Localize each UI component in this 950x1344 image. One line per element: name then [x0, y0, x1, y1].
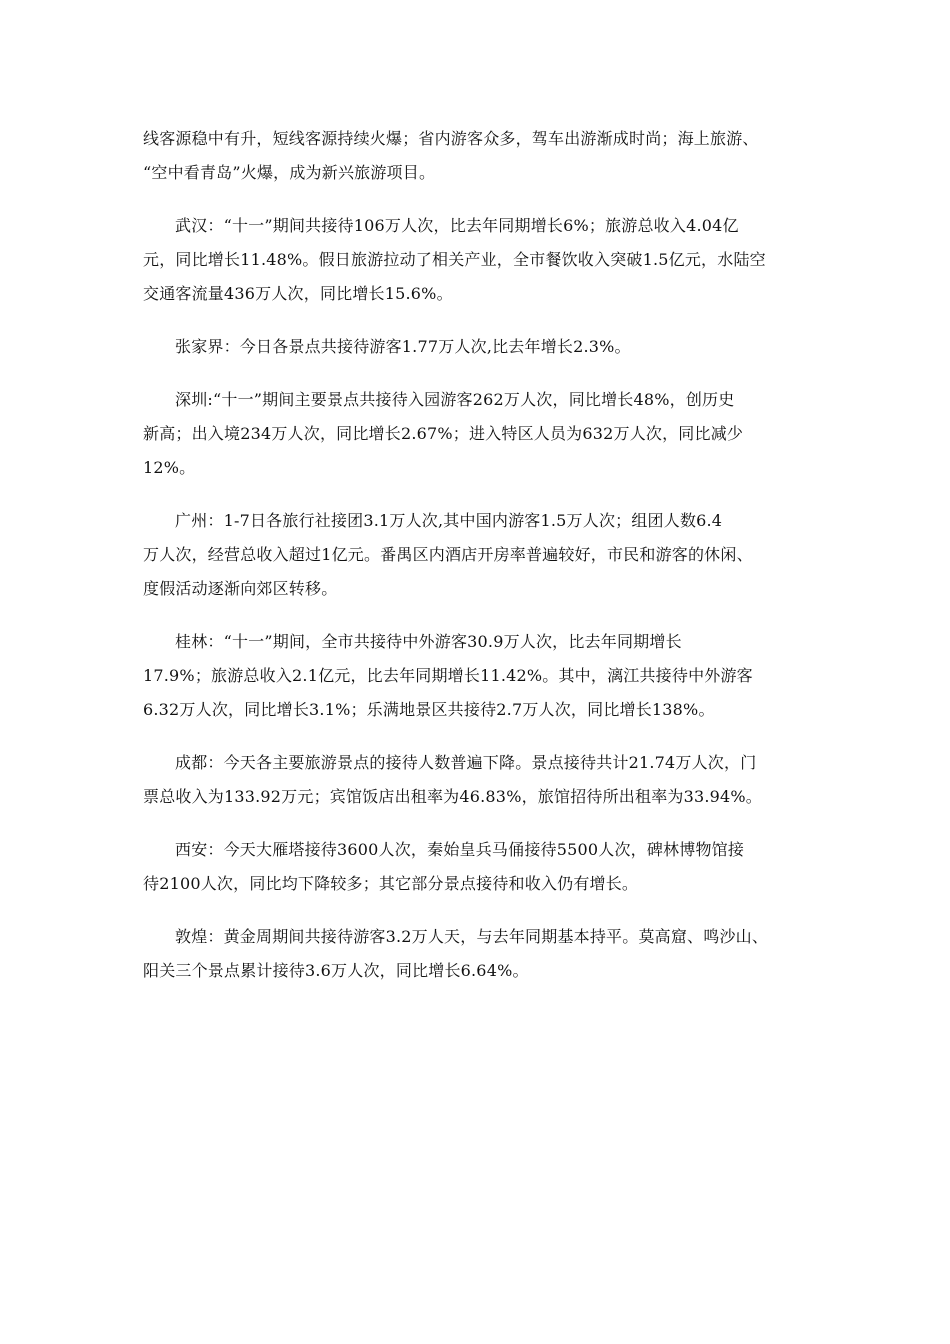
text-line: 张家界：今日各景点共接待游客1.77万人次,比去年增长2.3%。 [175, 337, 631, 356]
document-body [143, 122, 813, 1007]
text-line: 度假活动逐渐向郊区转移。 [143, 579, 338, 598]
text-line: 广州：1-7日各旅行社接团3.1万人次,其中国内游客1.5万人次；组团人数6.4 [175, 511, 723, 530]
text-line: 桂林：“十一”期间，全市共接待中外游客30.9万人次，比去年同期增长 [175, 632, 682, 651]
text-line: 成都：今天各主要旅游景点的接待人数普遍下降。景点接待共计21.74万人次，门 [175, 753, 757, 772]
paragraph-xian [143, 833, 813, 901]
text-line: 交通客流量436万人次，同比增长15.6%。 [143, 284, 453, 303]
text-line: 票总收入为133.92万元；宾馆饭店出租率为46.83%，旅馆招待所出租率为33.94%。 [143, 787, 763, 806]
text-line: 元，同比增长11.48%。假日旅游拉动了相关产业，全市餐饮收入突破1.5亿元，水陆空 [143, 250, 766, 269]
text-line: 深圳:“十一”期间主要景点共接待入园游客262万人次，同比增长48%，创历史 [175, 390, 735, 409]
text-line: 武汉：“十一”期间共接待106万人次，比去年同期增长6%；旅游总收入4.04亿 [175, 216, 739, 235]
text-line: 17.9%；旅游总收入2.1亿元，比去年同期增长11.42%。其中，漓江共接待中外游客 [143, 666, 753, 685]
text-line: 线客源稳中有升，短线客源持续火爆；省内游客众多，驾车出游渐成时尚；海上旅游、 [143, 129, 759, 148]
text-line: 万人次，经营总收入超过1亿元。番禺区内酒店开房率普遍较好，市民和游客的休闲、 [143, 545, 753, 564]
text-line: 西安：今天大雁塔接待3600人次，秦始皇兵马俑接待5500人次，碑林博物馆接 [175, 840, 745, 859]
text-line: 6.32万人次，同比增长3.1%；乐满地景区共接待2.7万人次，同比增长138%。 [143, 700, 715, 719]
paragraph-zhangjiajie [143, 330, 813, 364]
paragraph-guangzhou [143, 504, 813, 606]
text-line: 阳关三个景点累计接待3.6万人次，同比增长6.64%。 [143, 961, 529, 980]
paragraph-dunhuang [143, 920, 813, 988]
text-line: 12%。 [143, 458, 196, 477]
paragraph-wuhan [143, 209, 813, 311]
text-line: 敦煌：黄金周期间共接待游客3.2万人天，与去年同期基本持平。莫高窟、鸣沙山、 [175, 927, 769, 946]
paragraph-shenzhen [143, 383, 813, 485]
paragraph-intro-continuation [143, 122, 813, 190]
paragraph-guilin [143, 625, 813, 727]
text-line: 待2100人次，同比均下降较多；其它部分景点接待和收入仍有增长。 [143, 874, 639, 893]
text-line: 新高；出入境234万人次，同比增长2.67%；进入特区人员为632万人次，同比减少 [143, 424, 744, 443]
paragraph-chengdu [143, 746, 813, 814]
text-line: “空中看青岛”火爆，成为新兴旅游项目。 [143, 163, 436, 182]
